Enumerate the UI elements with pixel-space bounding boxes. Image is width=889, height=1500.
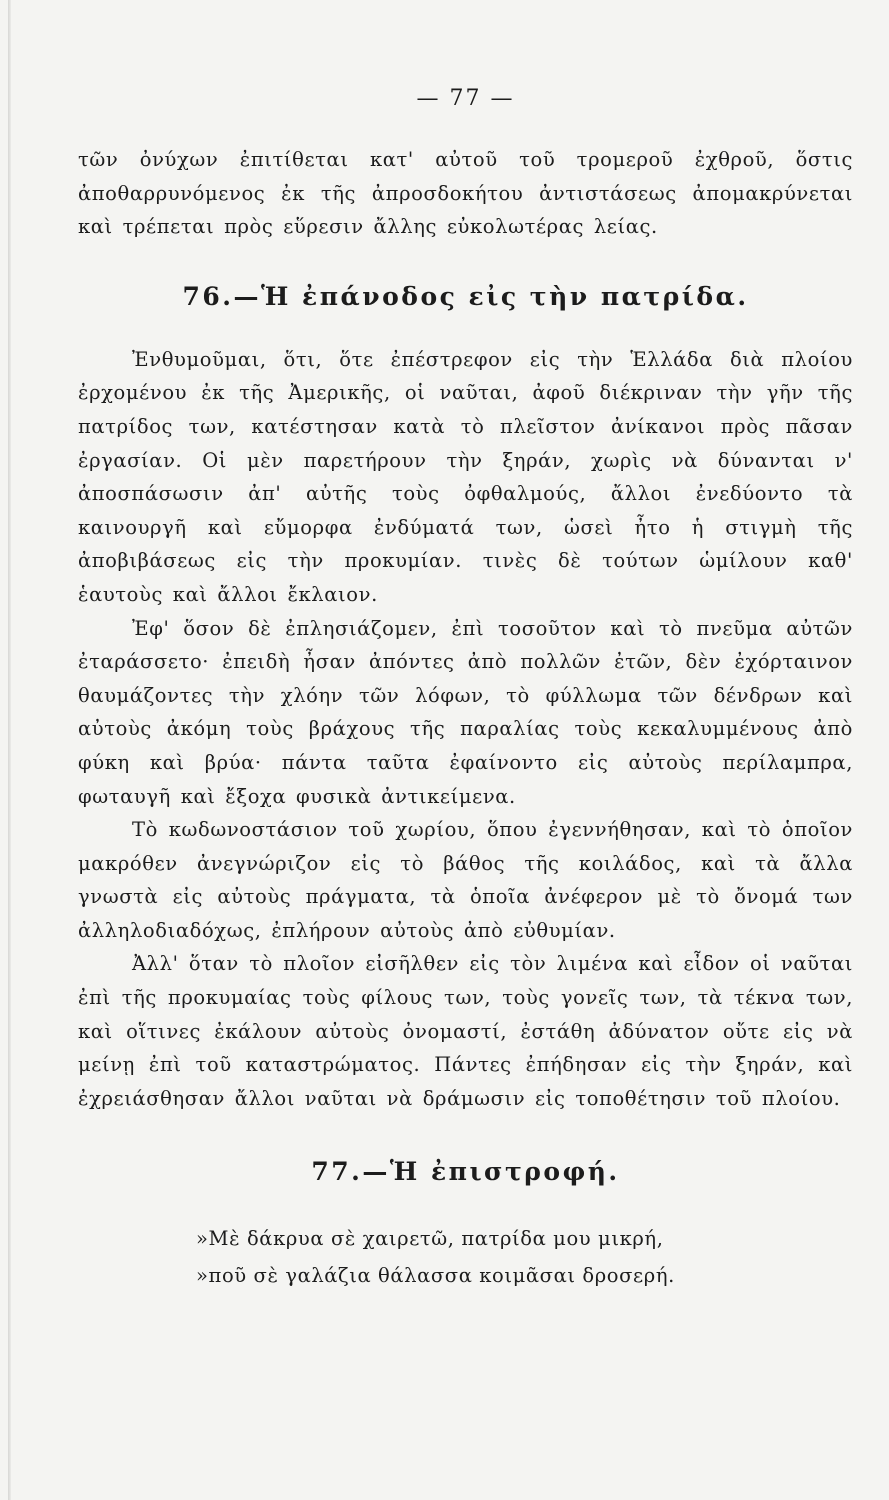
verse-line: »ποῦ σὲ γαλάζια θάλασσα κοιμᾶσαι δροσερή.: [196, 1264, 675, 1288]
intro-paragraph: τῶν ὀνύχων ἐπιτίθεται κατ' αὐτοῦ τοῦ τρομεροῦ ἐχθροῦ, ὅστις ἀποθαρρυνόμενος ἐκ τῆς ἀπροσδοκήτου ἀντιστάσεως ἀπομακρύνεται καὶ τρέπεται πρὸς εὕρεσιν ἄλλης εὐκολωτέρας λείας.: [78, 148, 853, 239]
section-76-paragraph-1: Ἐνθυμοῦμαι, ὅτι, ὅτε ἐπέστρεφον εἰς τὴν Ἑλλάδα διὰ πλοίου ἐρχομένου ἐκ τῆς Ἀμερικῆς, οἱ ναῦται, ἀφοῦ διέκριναν τὴν γῆν τῆς πατρίδος των, κατέστησαν κατὰ τὸ πλεῖστον ἀνίκανοι πρὸς πᾶσαν ἐργασίαν. Οἱ μὲν παρετήρουν τὴν ξηράν, χωρὶς νὰ δύνανται ν' ἀποσπάσωσιν ἀπ' αὐτῆς τοὺς ὀφθαλμούς, ἄλλοι ἐνεδύοντο τὰ καινουργῆ καὶ εὔμορφα ἐνδύματά των, ὡσεὶ ἦτο ἡ στιγμὴ τῆς ἀποβιβάσεως εἰς τὴν προκυμίαν. τινὲς δὲ τούτων ὡμίλουν καθ' ἑαυτοὺς καὶ ἄλλοι ἔκλαιον.: [78, 347, 853, 606]
page-edge: [8, 0, 11, 1500]
page-number: — 77 —: [416, 86, 515, 111]
section-76-paragraph-2: Ἐφ' ὅσον δὲ ἐπλησιάζομεν, ἐπὶ τοσοῦτον καὶ τὸ πνεῦμα αὐτῶν ἐταράσσετο· ἐπειδὴ ἦσαν ἀπόντες ἀπὸ πολλῶν ἐτῶν, δὲν ἐχόρταινον θαυμάζοντες τὴν χλόην τῶν λόφων, τὸ φύλλωμα τῶν δένδρων καὶ αὐτοὺς ἀκόμη τοὺς βράχους τῆς παραλίας τοὺς κεκαλυμμένους ἀπὸ φύκη καὶ βρύα· πάντα ταῦτα ἐφαίνοντο εἰς αὐτοὺς περίλαμπρα, φωταυγῆ καὶ ἔξοχα φυσικὰ ἀντικείμενα.: [78, 616, 853, 808]
section-76-paragraph-3: Τὸ κωδωνοστάσιον τοῦ χωρίου, ὅπου ἐγεννήθησαν, καὶ τὸ ὁποῖον μακρόθεν ἀνεγνώριζον εἰς τὸ βάθος τῆς κοιλάδος, καὶ τὰ ἄλλα γνωστὰ εἰς αὐτοὺς πράγματα, τὰ ὁποῖα ἀνέφερον μὲ τὸ ὄνομά των ἀλληλοδιαδόχως, ἐπλήρουν αὐτοὺς ἀπὸ εὐθυμίαν.: [78, 818, 853, 942]
section-76-paragraph-4: Ἀλλ' ὅταν τὸ πλοῖον εἰσῆλθεν εἰς τὸν λιμένα καὶ εἶδον οἱ ναῦται ἐπὶ τῆς προκυμαίας τοὺς φίλους των, τοὺς γονεῖς των, τὰ τέκνα των, καὶ οἵτινες ἐκάλουν αὐτοὺς ὀνομαστί, ἐστάθη ἀδύνατον οὔτε εἰς νὰ μείνῃ ἐπὶ τοῦ καταστρώματος. Πάντες ἐπήδησαν εἰς τὴν ξηράν, καὶ ἐχρειάσθησαν ἄλλοι ναῦται νὰ δράμωσιν εἰς τοποθέτησιν τοῦ πλοίου.: [78, 952, 853, 1110]
verse: [78, 1220, 853, 1294]
section-77-heading: 77.—Ἡ ἐπιστροφή.: [311, 1157, 620, 1187]
verse-line: »Μὲ δάκρυα σὲ χαιρετῶ, πατρίδα μου μικρή,: [196, 1227, 664, 1251]
book-page: [78, 86, 853, 1294]
section-76-heading: 76.—Ἡ ἐπάνοδος εἰς τὴν πατρίδα.: [182, 281, 749, 311]
